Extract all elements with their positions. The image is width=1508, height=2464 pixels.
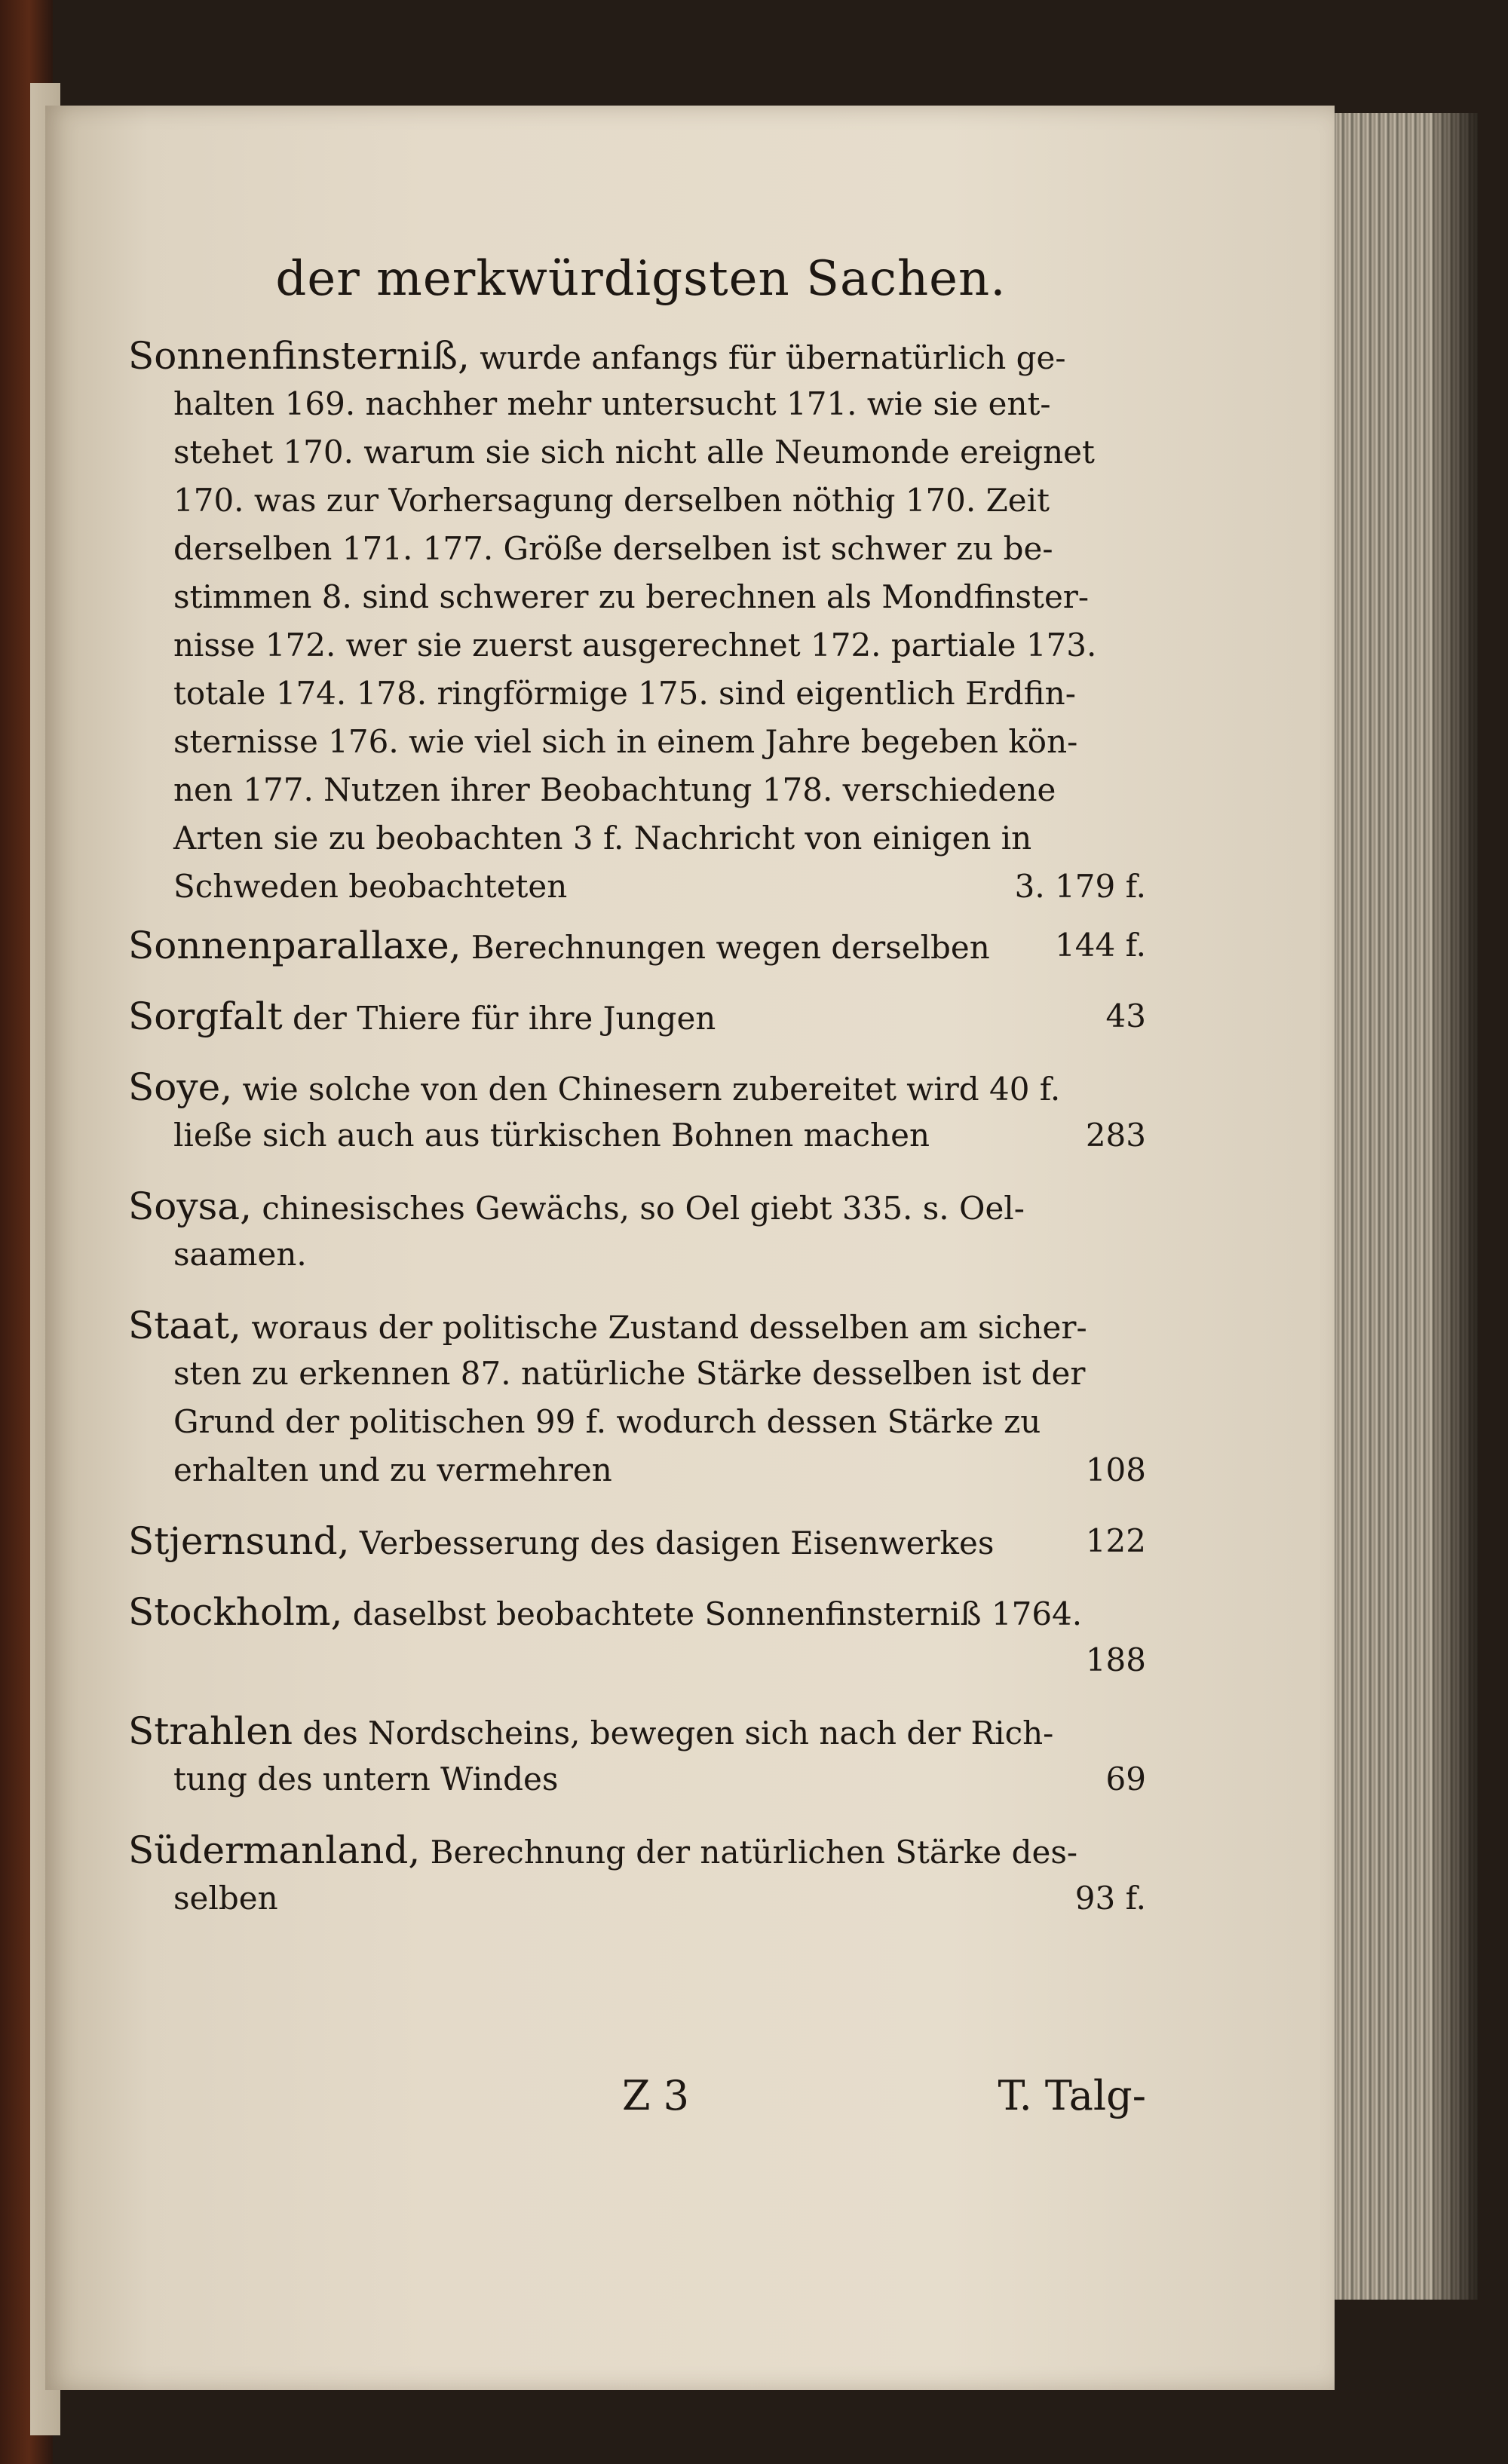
index-entry [128, 1301, 1146, 1494]
entry-text: Verbesserung des dasigen Eisenwerkes [359, 1525, 995, 1561]
running-header [136, 136, 1146, 309]
entry-text: saamen. [173, 1236, 307, 1273]
catchword: T. Talg- [998, 2072, 1146, 2119]
entry-first-line [128, 332, 1146, 380]
index-entry [128, 1826, 1146, 1923]
entry-text: nen 177. Nutzen ihrer Beobachtung 178. verschiedene [173, 771, 1056, 808]
entry-lemma: Sonnenparallaxe, [128, 924, 461, 967]
entry-last-line [128, 1874, 1146, 1923]
entry-text: wurde anfangs für übernatürlich ge- [480, 339, 1066, 376]
entry-text: sten zu erkennen 87. natürliche Stärke desselben ist der [173, 1355, 1086, 1392]
entry-first-line [128, 1301, 1146, 1350]
index-entry [128, 992, 1146, 1040]
entry-text: der Thiere für ihre Jungen [293, 1000, 716, 1037]
entry-text: Schweden beobachteten [173, 868, 568, 905]
entry-lemma: Soye, [128, 1065, 233, 1109]
entry-lemma: Stjernsund, [128, 1519, 350, 1563]
entry-text: Grund der politischen 99 f. wodurch dessen Stärke zu [173, 1403, 1041, 1440]
entry-first-line [128, 1707, 1146, 1755]
entry-text: wie solche von den Chinesern zubereitet wird 40 f. [242, 1071, 1061, 1108]
entry-line [128, 921, 1146, 970]
entry-text: Berechnungen wegen derselben [470, 929, 990, 966]
entry-text: des Nordscheins, bewegen sich nach der Rich- [302, 1715, 1054, 1751]
entry-text: Arten sie zu beobachten 3 f. Nachricht von einigen in [173, 820, 1032, 857]
index-entry [128, 921, 1146, 970]
entry-ref-line [128, 1636, 1146, 1684]
index-entry [128, 1063, 1146, 1160]
entry-first-line [128, 992, 1146, 1040]
entry-text: derselben 171. 177. Größe derselben ist schwer zu be- [173, 530, 1053, 567]
index-entry [128, 1182, 1146, 1279]
page-reference: 69 [1105, 1761, 1146, 1797]
entry-text: daselbst beobachtete Sonnenfinsterniß 1764. [352, 1595, 1083, 1632]
page-reference: 188 [1085, 1641, 1146, 1678]
entry-text: erhalten und zu vermehren [173, 1451, 612, 1488]
page-reference: 43 [1105, 998, 1146, 1034]
entry-text: halten 169. nachher mehr untersucht 171. wie sie ent- [173, 385, 1051, 422]
index-entry [128, 332, 1146, 911]
page-footer [128, 2066, 1146, 2126]
entry-text: nisse 172. wer sie zuerst ausgerechnet 172. partiale 173. [173, 627, 1097, 664]
entry-first-line [128, 921, 1146, 970]
entry-text: woraus der politische Zustand desselben am sicher- [251, 1309, 1087, 1346]
entry-text: totale 174. 178. ringförmige 175. sind eigentlich Erdfin- [173, 675, 1076, 712]
entry-lemma: Staat, [128, 1304, 241, 1347]
entry-first-line [128, 1182, 1146, 1230]
entry-first-line [128, 1826, 1146, 1874]
page-stack-shadow [1433, 113, 1478, 2300]
entry-text: stehet 170. warum sie sich nicht alle Neumonde ereignet [173, 434, 1095, 470]
entry-lemma: Strahlen [128, 1709, 293, 1753]
entry-line [128, 992, 1146, 1040]
entry-text: 170. was zur Vorhersagung derselben nöthig 170. Zeit [173, 482, 1050, 519]
entry-text: sternisse 176. wie viel sich in einem Jahre begeben kön- [173, 723, 1078, 760]
entry-last-line [128, 1446, 1146, 1494]
entry-last-line [128, 863, 1146, 911]
entry-lemma: Sorgfalt [128, 994, 283, 1038]
entry-text: stimmen 8. sind schwerer zu berechnen als Mondfinster- [173, 578, 1090, 615]
entry-first-line [128, 1588, 1146, 1636]
index-entries [128, 332, 1146, 1945]
entry-text: ließe sich auch aus türkischen Bohnen machen [173, 1117, 930, 1154]
page-reference: 144 f. [1055, 927, 1146, 964]
entry-text: chinesisches Gewächs, so Oel giebt 335. s. Oel- [262, 1190, 1025, 1227]
index-entry [128, 1588, 1146, 1684]
index-entry [128, 1517, 1146, 1565]
entry-lemma: Südermanland, [128, 1828, 421, 1872]
entry-lemma: Sonnenfinsterniß, [128, 334, 470, 378]
entry-text: tung des untern Windes [173, 1761, 559, 1797]
page-reference: 3. 179 f. [1014, 868, 1146, 905]
index-entry [128, 1707, 1146, 1804]
entry-first-line [128, 1063, 1146, 1111]
entry-last-line [128, 1111, 1146, 1160]
entry-lemma: Soysa, [128, 1184, 252, 1228]
entry-last-line [128, 1755, 1146, 1804]
entry-first-line [128, 1517, 1146, 1565]
page-reference: 122 [1085, 1522, 1146, 1559]
entry-text: selben [173, 1880, 278, 1917]
entry-text: Berechnung der natürlichen Stärke des- [430, 1834, 1078, 1871]
page-reference: 108 [1085, 1451, 1146, 1488]
signature-mark: Z 3 [622, 2072, 690, 2119]
entry-line [128, 1517, 1146, 1565]
page-title: der merkwürdigsten Sachen. [275, 251, 1007, 307]
entry-lemma: Stockholm, [128, 1590, 343, 1634]
page-reference: 93 f. [1074, 1880, 1146, 1917]
page-reference: 283 [1085, 1117, 1146, 1154]
